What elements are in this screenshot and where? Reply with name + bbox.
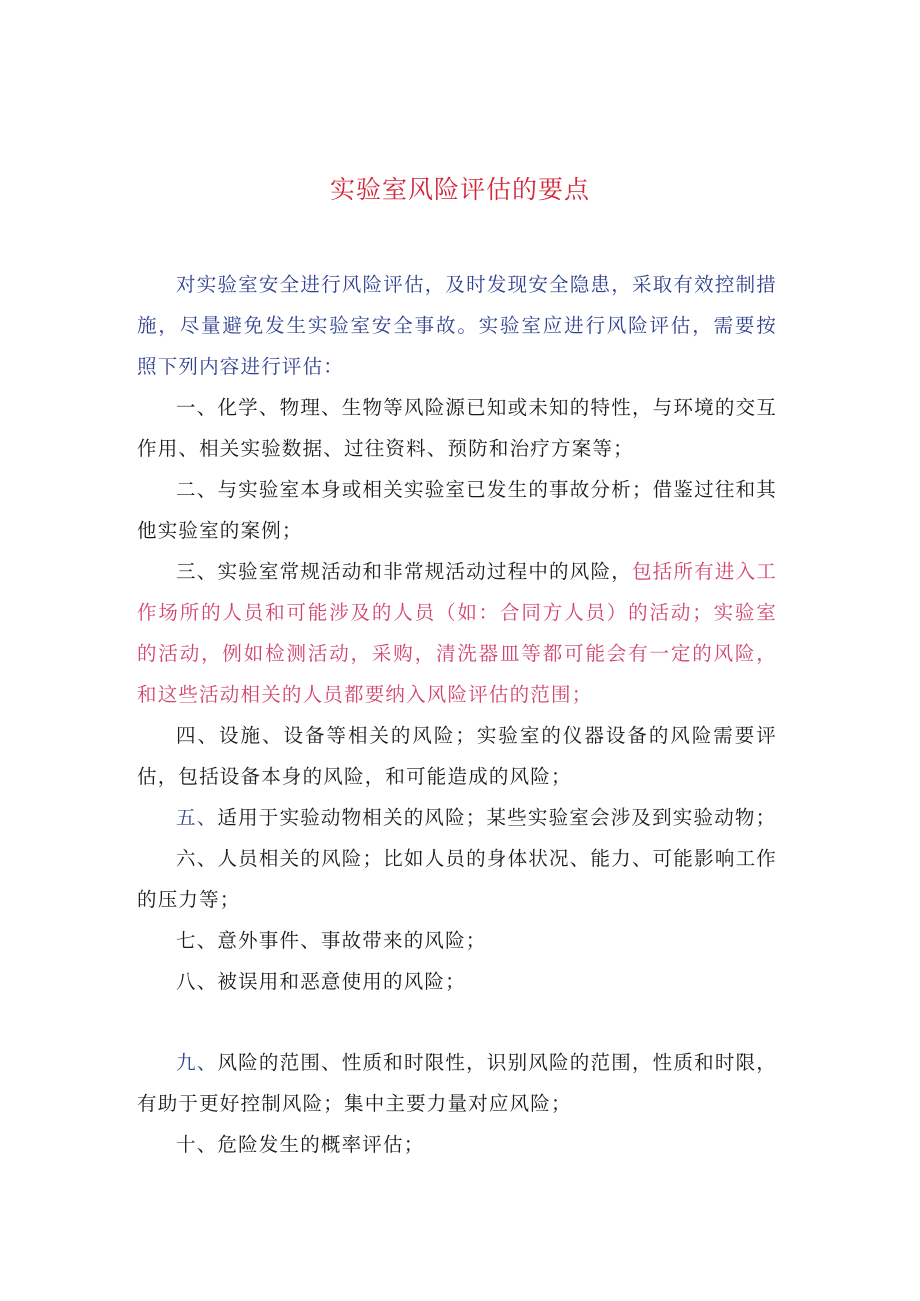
spacer xyxy=(137,1002,777,1042)
item-5 xyxy=(137,797,777,838)
document-title: 实验室风险评估的要点 xyxy=(329,175,590,204)
item-7: 七、意外事件、事故带来的风险； xyxy=(176,929,487,952)
item-4: 四、设施、设备等相关的风险；实验室的仪器设备的风险需要评估，包括设备本身的风险，和可能造成的风险； xyxy=(137,724,777,788)
item-9-number: 九、 xyxy=(176,1051,218,1074)
item-6: 六、人员相关的风险；比如人员的身体状况、能力、可能影响工作的压力等； xyxy=(137,847,777,911)
item-3-highlight: 包括所有进入工作场所的人员和可能涉及的人员（如：合同方人员）的活动；实验室的活动，例如检测活动，采购，清洗器皿等都可能会有一定的风险，和这些活动相关的人员都要纳入风险评估的范围； xyxy=(137,560,778,706)
item-5-text: 适用于实验动物相关的风险；某些实验室会涉及到实验动物； xyxy=(217,806,777,829)
item-2: 二、与实验室本身或相关实验室已发生的事故分析；借鉴过往和其他实验室的案例； xyxy=(137,478,777,542)
item-9 xyxy=(137,1042,777,1124)
item-3-main: 三、实验室常规活动和非常规活动过程中的风险， xyxy=(176,560,632,583)
item-9-text: 风险的范围、性质和时限性，识别风险的范围，性质和时限，有助于更好控制风险；集中主要力量对应风险； xyxy=(137,1051,777,1115)
item-3 xyxy=(137,551,777,715)
item-1: 一、化学、物理、生物等风险源已知或未知的特性，与环境的交互作用、相关实验数据、过往资料、预防和治疗方案等； xyxy=(137,396,777,460)
item-8: 八、被误用和恶意使用的风险； xyxy=(176,970,466,993)
item-10: 十、危险发生的概率评估； xyxy=(176,1133,425,1156)
document-body xyxy=(137,264,777,1165)
item-5-number: 五、 xyxy=(176,806,218,829)
intro-paragraph: 对实验室安全进行风险评估，及时发现安全隐患，采取有效控制措施，尽量避免发生实验室安全事故。实验室应进行风险评估，需要按照下列内容进行评估： xyxy=(137,273,777,378)
